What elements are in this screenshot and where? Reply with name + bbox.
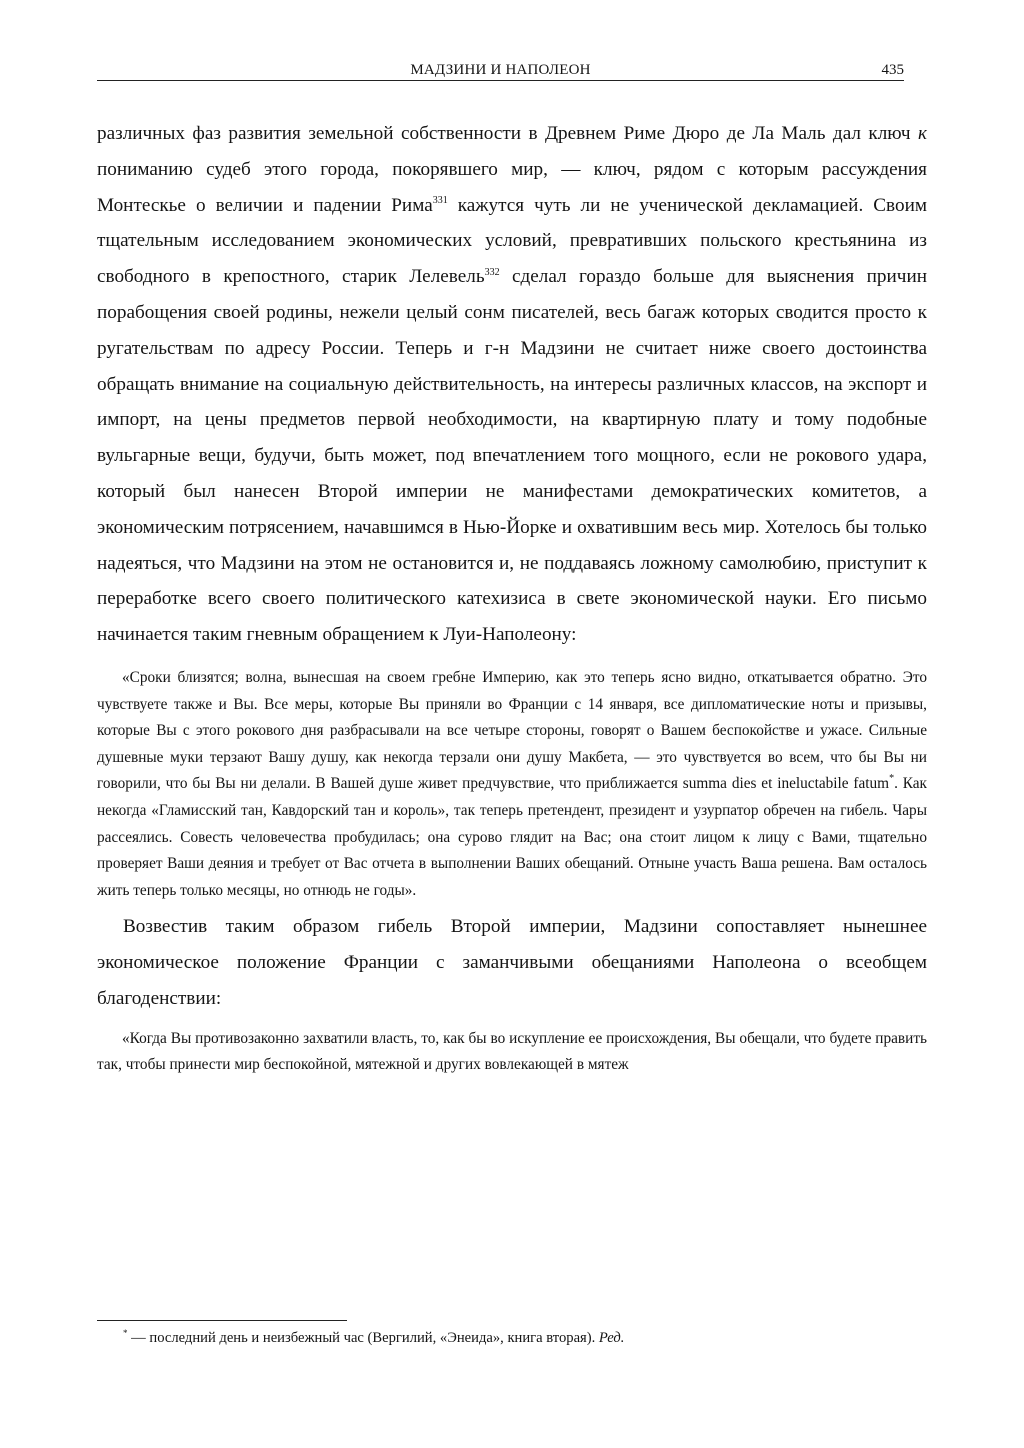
paragraph-1-italic-word: к: [918, 123, 927, 144]
block-quote-1: [97, 665, 927, 904]
main-text: [97, 116, 927, 1079]
footnote-text: — последний день и неизбежный час (Вергилий, «Энеида», книга вторая).: [127, 1330, 599, 1346]
paragraph-1: [97, 116, 927, 653]
endnote-ref-332[interactable]: 332: [484, 266, 500, 278]
footnote-editor-mark: Ред.: [598, 1330, 625, 1346]
paragraph-1-text-e: сделал гораздо больше для выяснения причин порабощения своей родины, нежели целый сонм писателей, весь багаж которых сводится просто к ругательствам по адресу России. Теперь и г-н Мадзини не считает ниже своего достоинства обращать внимание на социальную действительность, на интересы различных классов, на экспорт и импорт, на цены предметов первой необходимости, на квартирную плату и тому подобные вульгарные вещи, будучи, быть может, под впечатлением того мощного, если не рокового удара, который был нанесен Второй империи не манифестами демократических комитетов, а экономическим потрясением, начавшимся в Нью-Йорке и охватившим весь мир. Хотелось бы только надеяться, что Мадзини на этом не остановится и, не поддаваясь ложному самолюбию, приступит к переработке всего своего политического катехизиса в свете экономической науки. Его письмо начинается таким гневным обращением к Луи-Наполеону:: [97, 266, 927, 646]
paragraph-1-text-d: кажутся чуть ли не ученической декламацией. Своим тщательным исследованием экономических условий, превративших польского крестьянина из свободного в крепостного, старик Лелевель: [97, 194, 927, 288]
footnote-ref-star[interactable]: *: [889, 772, 895, 784]
endnote-ref-331[interactable]: 331: [432, 195, 448, 207]
footnote: [123, 1328, 624, 1349]
footnote-marker: *: [123, 1328, 128, 1338]
block-quote-1-text-a: «Сроки близятся; волна, вынесшая на своем гребне Империю, как это теперь ясно видно, откатывается обратно. Это чувствуете также и Вы. Все меры, которые Вы приняли во Франции с 14 января, все дипломатические ноты и призывы, которые Вы с этого рокового дня разбрасывали на все четыре стороны, говорят о Вашем беспокойстве и ужасе. Сильные душевные муки терзают Вашу душу, как некогда терзали они душу Макбета, — это чувствуется во всем, что бы Вы ни говорили, что бы Вы ни делали. В Вашей душе живет предчувствие, что приближается summa dies et ineluctabile fatum: [97, 668, 927, 793]
page-number: 435: [881, 62, 904, 78]
paragraph-1-text-c: пониманию судеб этого города, покорявшего мир, — ключ, рядом с которым рассуждения Монтескье о величии и падении Рима: [97, 158, 927, 216]
running-title: МАДЗИНИ И НАПОЛЕОН: [410, 62, 591, 78]
paragraph-1-text-a: различных фаз развития земельной собственности в Древнем Риме Дюро де Ла Маль дал ключ: [97, 123, 919, 144]
paragraph-2: Возвестив таким образом гибель Второй империи, Мадзини сопоставляет нынешнее экономическое положение Франции с заманчивыми обещаниями Наполеона о всеобщем благоденствии:: [97, 916, 927, 1009]
running-header: [97, 60, 904, 81]
block-quote-2: «Когда Вы противозаконно захватили власть, то, как бы во искупление ее происхождения, Вы обещали, что будете править так, чтобы принести мир беспокойной, мятежной и других вовлекающей в мятеж: [97, 1029, 927, 1074]
block-quote-1-text-b: . Как некогда «Гламисский тан, Кавдорский тан и король», так теперь претендент, президент и узурпатор обречен на гибель. Чары рассеялись. Совесть человечества пробудилась; она сурово глядит на Вас; она стоит лицом к лицу с Вами, тщательно проверяет Ваши деяния и требует от Вас отчета в выполнении Ваших обещаний. Отныне участь Ваша решена. Вам осталось жить теперь только месяцы, но отнюдь не годы».: [97, 775, 927, 899]
footnote-divider: [97, 1320, 347, 1321]
